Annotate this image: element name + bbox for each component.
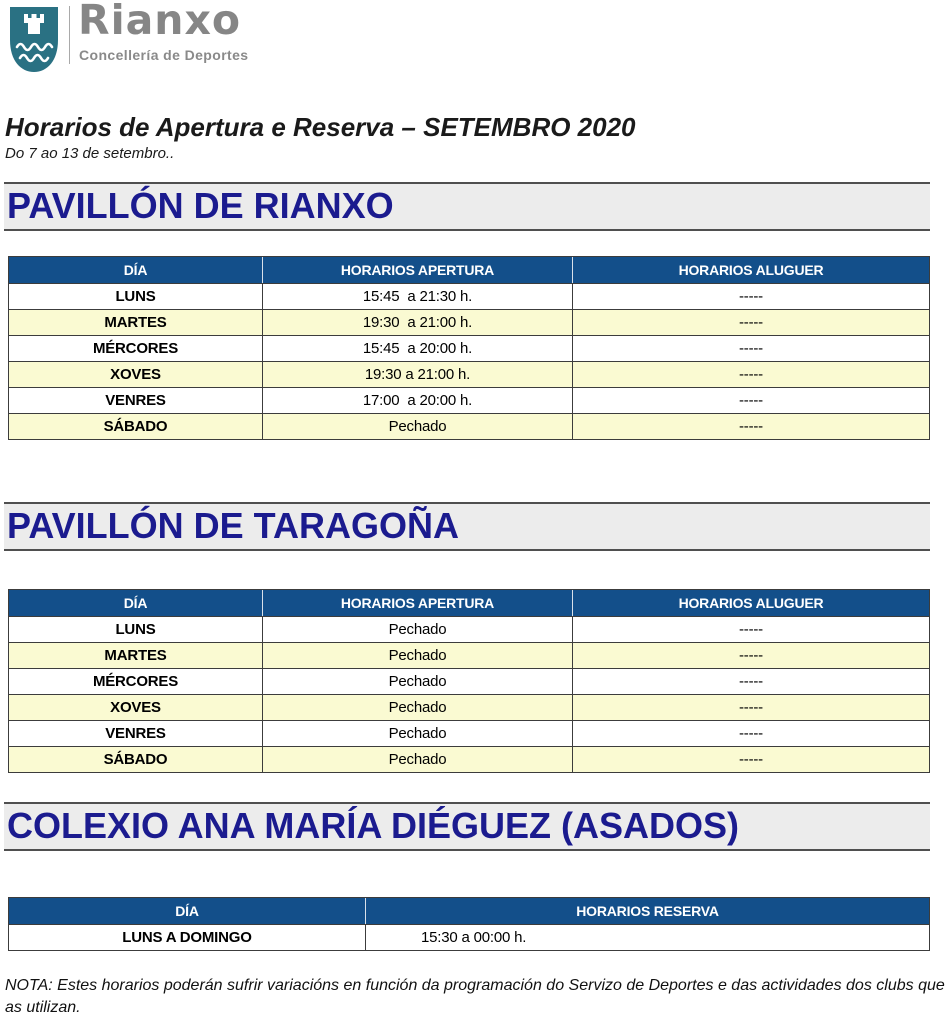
column-header-horarios-apertura: HORARIOS APERTURA xyxy=(263,590,573,616)
reserva-cell: 15:30 a 00:00 h. xyxy=(366,924,929,950)
day-cell: MARTES xyxy=(9,642,263,668)
apertura-cell: Pechado xyxy=(263,642,573,668)
aluguer-cell: ----- xyxy=(573,387,929,413)
day-cell: LUNS A DOMINGO xyxy=(9,924,366,950)
apertura-cell: Pechado xyxy=(263,746,573,772)
day-cell: XOVES xyxy=(9,694,263,720)
schedule-table-colexio xyxy=(8,897,930,951)
logo-title: Rianxo xyxy=(78,0,242,44)
page-title: Horarios de Apertura e Reserva – SETEMBRO 2020 xyxy=(5,112,636,142)
table-row xyxy=(9,361,929,387)
rianxo-shield-icon xyxy=(8,6,60,74)
logo-header xyxy=(0,0,949,76)
day-cell: MÉRCORES xyxy=(9,668,263,694)
table-row xyxy=(9,720,929,746)
aluguer-cell: ----- xyxy=(573,361,929,387)
aluguer-cell: ----- xyxy=(573,413,929,439)
column-header-horarios-aluguer: HORARIOS ALUGUER xyxy=(573,257,929,283)
day-cell: VENRES xyxy=(9,720,263,746)
table-header-row xyxy=(9,590,929,616)
section-heading-pavillon-taragona: PAVILLÓN DE TARAGOÑA xyxy=(4,502,930,551)
apertura-cell: 15:45 a 21:30 h. xyxy=(263,283,573,309)
table-row xyxy=(9,668,929,694)
day-cell: MARTES xyxy=(9,309,263,335)
table-header-row xyxy=(9,898,929,924)
day-cell: LUNS xyxy=(9,283,263,309)
table-row xyxy=(9,309,929,335)
aluguer-cell: ----- xyxy=(573,283,929,309)
apertura-cell: Pechado xyxy=(263,668,573,694)
column-header-horarios-apertura: HORARIOS APERTURA xyxy=(263,257,573,283)
table-header-row xyxy=(9,257,929,283)
day-cell: XOVES xyxy=(9,361,263,387)
aluguer-cell: ----- xyxy=(573,309,929,335)
table-row xyxy=(9,387,929,413)
day-cell: LUNS xyxy=(9,616,263,642)
table-row xyxy=(9,642,929,668)
day-cell: SÁBADO xyxy=(9,413,263,439)
apertura-cell: Pechado xyxy=(263,720,573,746)
apertura-cell: 19:30 a 21:00 h. xyxy=(263,361,573,387)
column-header-dia: DÍA xyxy=(9,590,263,616)
page-subtitle: Do 7 ao 13 de setembro.. xyxy=(5,145,175,162)
apertura-cell: 15:45 a 20:00 h. xyxy=(263,335,573,361)
schedule-table-pavillon-taragona xyxy=(8,589,930,773)
day-cell: SÁBADO xyxy=(9,746,263,772)
table-row xyxy=(9,746,929,772)
aluguer-cell: ----- xyxy=(573,335,929,361)
table-row xyxy=(9,924,929,950)
table-row xyxy=(9,283,929,309)
column-header-dia: DÍA xyxy=(9,898,366,924)
apertura-cell: 19:30 a 21:00 h. xyxy=(263,309,573,335)
day-cell: VENRES xyxy=(9,387,263,413)
table-row xyxy=(9,413,929,439)
apertura-cell: Pechado xyxy=(263,616,573,642)
table-row xyxy=(9,616,929,642)
column-header-dia: DÍA xyxy=(9,257,263,283)
logo-department: Concellería de Deportes xyxy=(79,47,249,63)
column-header-horarios-reserva: HORARIOS RESERVA xyxy=(366,898,929,924)
logo-divider xyxy=(69,6,70,64)
apertura-cell: Pechado xyxy=(263,694,573,720)
footer-note: NOTA: Estes horarios poderán sufrir variacións en función da programación do Servizo de Deportes e das actividades dos clubs que as utilizan. xyxy=(5,977,945,1016)
day-cell: MÉRCORES xyxy=(9,335,263,361)
aluguer-cell: ----- xyxy=(573,694,929,720)
table-row xyxy=(9,694,929,720)
aluguer-cell: ----- xyxy=(573,720,929,746)
section-heading-pavillon-rianxo: PAVILLÓN DE RIANXO xyxy=(4,182,930,231)
table-row xyxy=(9,335,929,361)
schedule-table-pavillon-rianxo xyxy=(8,256,930,440)
apertura-cell: 17:00 a 20:00 h. xyxy=(263,387,573,413)
aluguer-cell: ----- xyxy=(573,616,929,642)
aluguer-cell: ----- xyxy=(573,746,929,772)
aluguer-cell: ----- xyxy=(573,642,929,668)
section-heading-colexio-ana-maria-dieguez: COLEXIO ANA MARÍA DIÉGUEZ (ASADOS) xyxy=(4,802,930,851)
apertura-cell: Pechado xyxy=(263,413,573,439)
aluguer-cell: ----- xyxy=(573,668,929,694)
column-header-horarios-aluguer: HORARIOS ALUGUER xyxy=(573,590,929,616)
